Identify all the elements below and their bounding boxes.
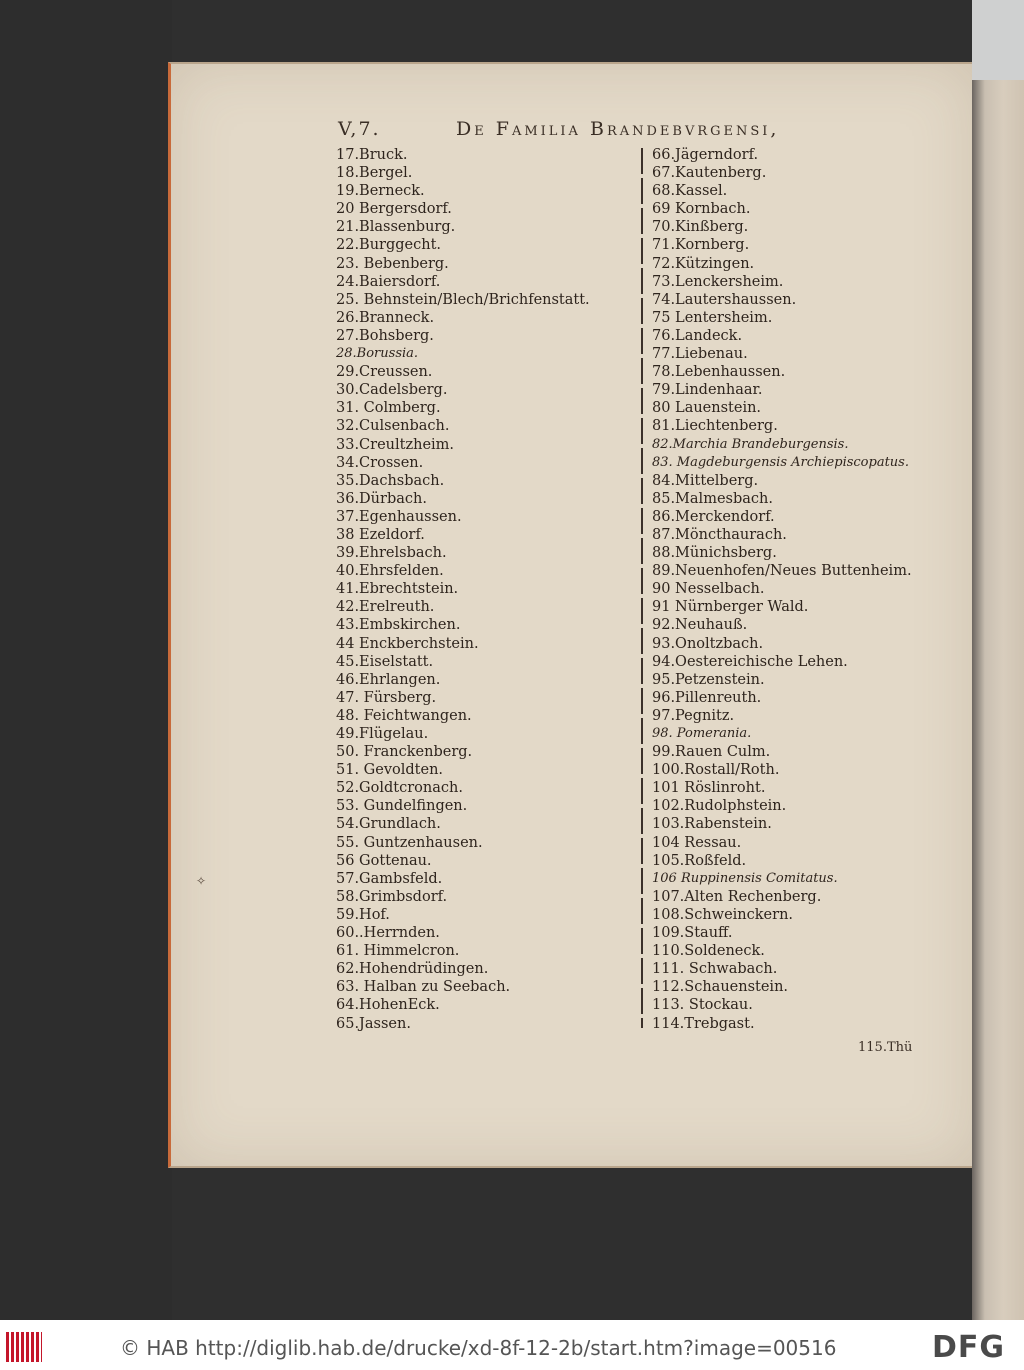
list-item: 31. Colmberg.: [336, 400, 441, 417]
list-item: 44 Enckberchstein.: [336, 635, 479, 652]
list-item: 46.Ehrlangen.: [336, 671, 441, 688]
hab-logo-icon: [6, 1332, 42, 1362]
adjacent-page-edge: [972, 0, 1024, 1320]
column-divider: [641, 148, 643, 1028]
list-item: 18.Bergel.: [336, 165, 413, 182]
signature-mark: V,7.: [338, 118, 381, 140]
list-item: 17.Bruck.: [336, 147, 408, 163]
catchword: 115.Thü: [858, 1040, 913, 1055]
list-item: 65.Jassen.: [336, 1015, 411, 1032]
list-item: 53. Gundelfingen.: [336, 798, 468, 815]
list-item: 101 Röslinroht.: [652, 780, 766, 797]
list-item: 29.Creussen.: [336, 364, 433, 381]
list-item: 48. Feichtwangen.: [336, 707, 472, 724]
list-item: 80 Lauenstein.: [652, 400, 762, 417]
list-item: 32.Culsenbach.: [336, 418, 450, 435]
list-item: 61. Himmelcron.: [336, 943, 460, 960]
list-item: 24.Baiersdorf.: [336, 273, 441, 290]
list-item: 28.Borussia.: [336, 346, 419, 362]
list-item: 89.Neuenhofen/Neues Buttenheim.: [652, 563, 912, 580]
list-item: 30.Cadelsberg.: [336, 382, 448, 399]
list-item: 51. Gevoldten.: [336, 762, 444, 779]
list-item: 72.Kützingen.: [652, 255, 755, 272]
list-item: 20 Bergersdorf.: [336, 201, 452, 218]
list-item: 83. Magdeburgensis Archiepiscopatus.: [652, 454, 909, 470]
list-item: 84.Mittelberg.: [652, 472, 759, 489]
list-item: 113. Stockau.: [652, 997, 753, 1014]
list-item: 79.Lindenhaar.: [652, 382, 763, 399]
marginal-mark: ✧: [196, 874, 207, 888]
list-item: 66.Jägerndorf.: [652, 147, 759, 163]
list-item: 82.Marchia Brandeburgensis.: [652, 436, 849, 452]
list-item: 103.Rabenstein.: [652, 816, 772, 833]
list-item: 69 Kornbach.: [652, 201, 751, 218]
list-item: 73.Lenckersheim.: [652, 273, 784, 290]
list-item: 87.Möncthaurach.: [652, 526, 787, 543]
list-item: 63. Halban zu Seebach.: [336, 979, 511, 996]
copyright-link[interactable]: © HAB http://diglib.hab.de/drucke/xd-8f-12-2b/start.htm?image=00516: [120, 1336, 837, 1360]
list-item: 99.Rauen Culm.: [652, 744, 771, 761]
list-item: 105.Roßfeld.: [652, 852, 747, 869]
list-item: 35.Dachsbach.: [336, 472, 445, 489]
list-item: 77.Liebenau.: [652, 346, 748, 363]
list-item: 58.Grimbsdorf.: [336, 888, 448, 905]
list-item: 102.Rudolphstein.: [652, 798, 787, 815]
list-item: 40.Ehrsfelden.: [336, 563, 444, 580]
list-item: 92.Neuhauß.: [652, 617, 748, 634]
list-item: 52.Goldtcronach.: [336, 780, 463, 797]
list-item: 91 Nürnberger Wald.: [652, 599, 809, 616]
dfg-logo: DFG: [932, 1330, 1006, 1365]
list-item: 55. Guntzenhausen.: [336, 834, 483, 851]
list-item: 50. Franckenberg.: [336, 744, 473, 761]
list-item: 114.Trebgast.: [652, 1015, 755, 1032]
list-item: 42.Erelreuth.: [336, 599, 435, 616]
list-item: 112.Schauenstein.: [652, 979, 789, 996]
list-item: 67.Kautenberg.: [652, 165, 767, 182]
list-item: 95.Petzenstein.: [652, 671, 765, 688]
list-item: 76.Landeck.: [652, 327, 743, 344]
list-item: 71.Kornberg.: [652, 237, 750, 254]
page-header: [338, 118, 938, 148]
list-item: 86.Merckendorf.: [652, 508, 775, 525]
list-item: 60..Herrnden.: [336, 925, 440, 942]
list-item: 33.Creultzheim.: [336, 436, 455, 453]
list-item: 74.Lautershaussen.: [652, 291, 797, 308]
list-item: 45.Eiselstatt.: [336, 653, 434, 670]
list-item: 111. Schwabach.: [652, 961, 778, 978]
list-item: 81.Liechtenberg.: [652, 418, 778, 435]
list-item: 85.Malmesbach.: [652, 490, 773, 507]
list-item: 54.Grundlach.: [336, 816, 441, 833]
list-item: 47. Fürsberg.: [336, 689, 437, 706]
list-item: 75 Lentersheim.: [652, 309, 773, 326]
list-item: 57.Gambsfeld.: [336, 870, 443, 887]
list-item: 25. Behnstein/Blech/Brichfenstatt.: [336, 291, 590, 308]
scan-background-left: [0, 0, 172, 1320]
list-item: 64.HohenEck.: [336, 997, 440, 1014]
list-item: 59.Hof.: [336, 906, 390, 923]
list-item: 19.Berneck.: [336, 183, 425, 200]
list-item: 108.Schweinckern.: [652, 906, 794, 923]
list-item: 23. Bebenberg.: [336, 255, 449, 272]
list-item: 27.Bohsberg.: [336, 327, 434, 344]
list-item: 94.Oestereichische Lehen.: [652, 653, 848, 670]
place-list-right: [652, 146, 952, 1033]
list-item: 21.Blassenburg.: [336, 219, 456, 236]
list-item: 93.Onoltzbach.: [652, 635, 764, 652]
list-item: 110.Soldeneck.: [652, 943, 765, 960]
list-item: 109.Stauff.: [652, 925, 733, 942]
list-item: 104 Ressau.: [652, 834, 742, 851]
list-item: 22.Burggecht.: [336, 237, 442, 254]
list-item: 43.Embskirchen.: [336, 617, 461, 634]
list-item: 90 Nesselbach.: [652, 581, 765, 598]
running-title: De Familia Brandebvrgensi,: [456, 118, 780, 140]
list-item: 107.Alten Rechenberg.: [652, 888, 822, 905]
list-item: 62.Hohendrüdingen.: [336, 961, 489, 978]
list-item: 68.Kassel.: [652, 183, 728, 200]
list-item: 39.Ehrelsbach.: [336, 545, 447, 562]
list-item: 26.Branneck.: [336, 309, 435, 326]
list-item: 38 Ezeldorf.: [336, 526, 425, 543]
list-item: 100.Rostall/Roth.: [652, 762, 780, 779]
list-item: 106 Ruppinensis Comitatus.: [652, 870, 838, 886]
list-item: 78.Lebenhaussen.: [652, 364, 786, 381]
list-item: 56 Gottenau.: [336, 852, 432, 869]
list-item: 97.Pegnitz.: [652, 707, 735, 724]
list-item: 70.Kinßberg.: [652, 219, 749, 236]
list-item: 88.Münichsberg.: [652, 545, 777, 562]
list-item: 37.Egenhaussen.: [336, 508, 462, 525]
list-item: 96.Pillenreuth.: [652, 689, 762, 706]
place-list-left: [336, 146, 636, 1033]
list-item: 41.Ebrechtstein.: [336, 581, 459, 598]
list-item: 98. Pomerania.: [652, 726, 752, 741]
list-item: 34.Crossen.: [336, 454, 424, 471]
list-item: 36.Dürbach.: [336, 490, 427, 507]
list-item: 49.Flügelau.: [336, 726, 429, 742]
